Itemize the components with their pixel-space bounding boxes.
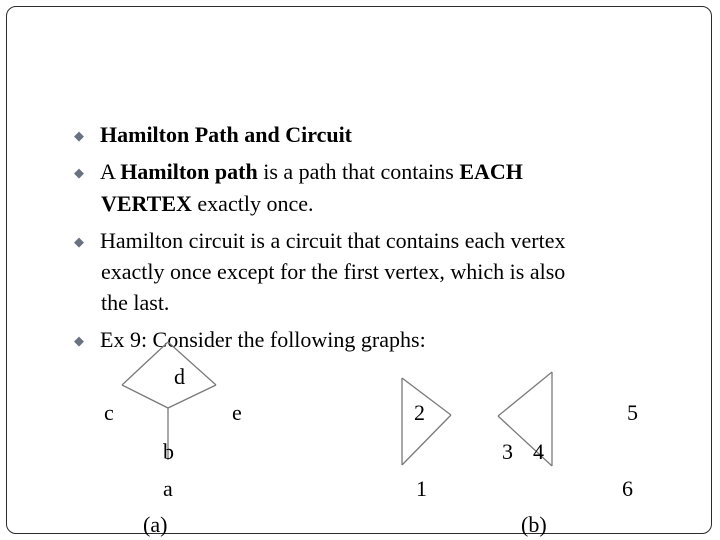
vertex-label-c: c bbox=[104, 400, 114, 425]
vertex-label-b: b bbox=[163, 439, 174, 464]
vertex-label-4: 4 bbox=[533, 439, 544, 464]
edge-c-b bbox=[122, 385, 168, 408]
diamond-bullet-icon: ◆ bbox=[74, 333, 84, 348]
vertex-label-d: d bbox=[174, 364, 185, 389]
vertex-label-6: 6 bbox=[622, 476, 633, 501]
edge-c-d bbox=[122, 342, 168, 385]
vertex-label-3: 3 bbox=[502, 439, 513, 464]
text-segment: is a path that contains bbox=[257, 159, 460, 184]
graph-b-caption: (b) bbox=[521, 512, 547, 537]
vertex-label-e: e bbox=[232, 400, 242, 425]
bullet-continuation: the last. bbox=[101, 290, 170, 315]
emphasis-each: EACH bbox=[459, 159, 523, 184]
edge-2-left-upper bbox=[402, 378, 451, 415]
edge-2-left-lower bbox=[402, 415, 451, 465]
slide-heading: Hamilton Path and Circuit bbox=[100, 122, 353, 147]
emphasis-vertex: VERTEX bbox=[101, 191, 192, 216]
text-segment: exactly once. bbox=[191, 191, 314, 216]
vertex-label-1: 1 bbox=[416, 476, 427, 501]
term-hamilton-path: Hamilton path bbox=[120, 159, 258, 184]
diamond-bullet-icon: ◆ bbox=[74, 165, 84, 180]
diamond-bullet-icon: ◆ bbox=[74, 234, 84, 249]
text-segment: A bbox=[100, 159, 121, 184]
vertex-label-5: 5 bbox=[627, 400, 638, 425]
bullet-continuation: exactly once except for the first vertex, which is also bbox=[101, 259, 566, 284]
text-segment: Hamilton circuit is a circuit that contains each vertex bbox=[100, 228, 566, 253]
graph-a-caption: (a) bbox=[143, 512, 168, 537]
edge-triangle-top bbox=[498, 372, 552, 416]
text-segment: Ex 9: Consider the following graphs: bbox=[100, 327, 426, 352]
vertex-label-a: a bbox=[163, 476, 173, 501]
diamond-bullet-icon: ◆ bbox=[74, 128, 84, 143]
vertex-label-2: 2 bbox=[414, 400, 425, 425]
